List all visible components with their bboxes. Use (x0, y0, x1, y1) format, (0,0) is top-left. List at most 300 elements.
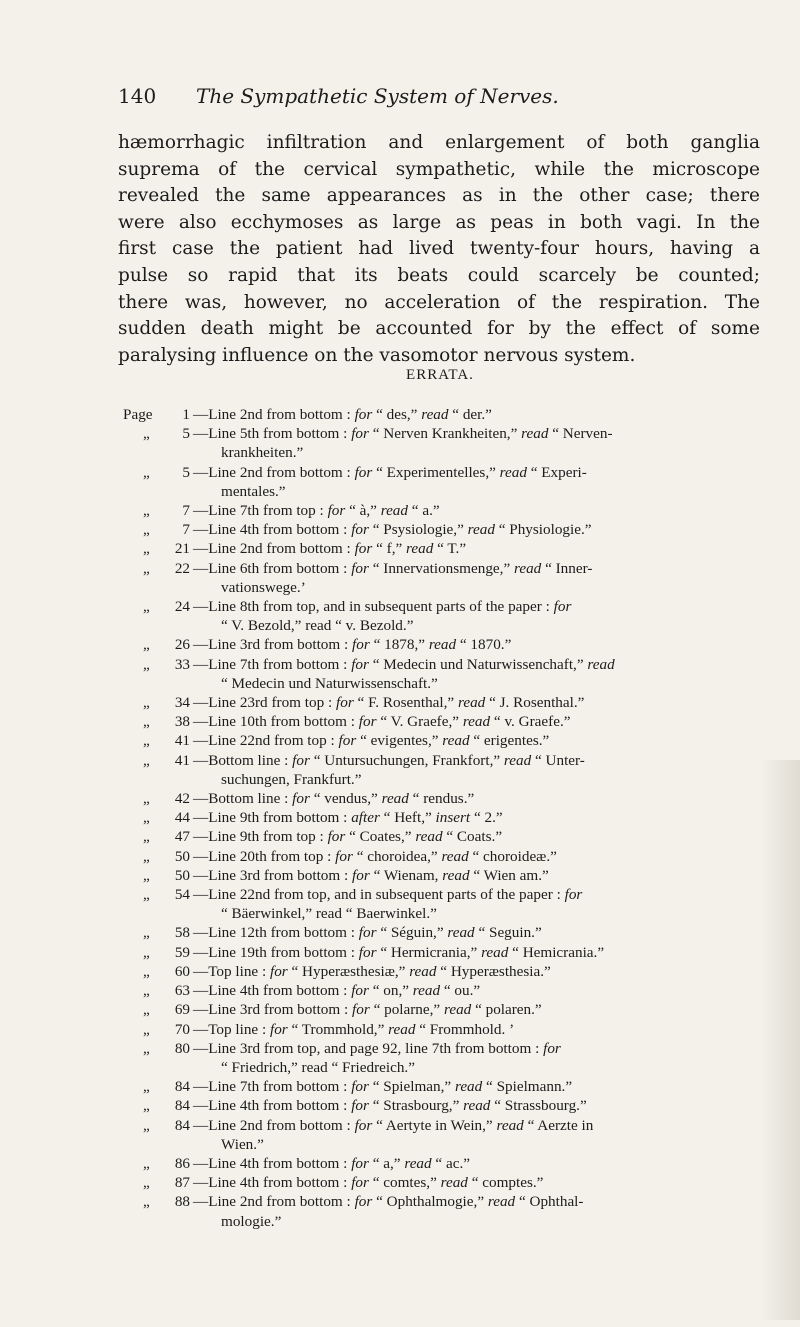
errata-wrong: “ Wienam, (369, 866, 443, 884)
errata-page-number: 88 (174, 1193, 190, 1211)
errata-keyword: read (388, 1020, 416, 1038)
errata-continuation: “ Medecin und Naturwissenschaft.” (221, 674, 438, 692)
page-edge-shadow (760, 760, 800, 1320)
errata-entry (123, 981, 763, 1000)
errata-text (193, 559, 763, 597)
errata-wrong: “ Hermicrania,” (376, 943, 482, 961)
errata-correct: “ Nerven- (548, 425, 613, 443)
ditto-mark: „ (143, 1001, 150, 1019)
errata-page-number: 87 (174, 1174, 190, 1192)
errata-page-number: 47 (174, 828, 190, 846)
errata-entry (123, 808, 763, 827)
errata-continuation: krankheiten.” (221, 444, 304, 462)
errata-correct: “ Hemicrania.” (508, 943, 605, 961)
errata-text (193, 635, 763, 654)
errata-keyword: read (440, 1174, 468, 1192)
errata-text (193, 847, 763, 866)
errata-entry (123, 751, 763, 789)
errata-text (193, 827, 763, 846)
errata-entry (123, 693, 763, 712)
errata-text (193, 655, 763, 693)
errata-location: —Line 8th from top, and in subsequent parts of the paper : (193, 598, 554, 616)
errata-location: —Line 7th from bottom : (193, 655, 352, 673)
errata-keyword: for (351, 521, 369, 539)
errata-correct: “ Experi- (526, 463, 587, 481)
ditto-mark: „ (143, 521, 150, 539)
errata-entry (123, 539, 763, 558)
ditto-mark: „ (143, 694, 150, 712)
body-line: revealed the same appearances as in the other case; there (118, 185, 760, 207)
ditto-mark: „ (143, 1078, 150, 1096)
errata-correct: “ a.” (408, 502, 440, 520)
errata-keyword: read (442, 866, 470, 884)
errata-keyword: read (428, 636, 457, 654)
errata-keyword: read (503, 751, 532, 769)
errata-keyword: read (412, 982, 441, 1000)
errata-page-number: 1 (182, 406, 190, 423)
ditto-mark: „ (143, 751, 150, 769)
errata-correct: “ Physiologie.” (494, 521, 592, 539)
errata-page-number: 69 (174, 1001, 190, 1019)
errata-page-number: 5 (182, 463, 190, 481)
errata-wrong: “ comtes,” (368, 1174, 441, 1192)
ditto-mark: „ (143, 1097, 150, 1115)
ditto-mark: „ (143, 1154, 150, 1172)
errata-text (193, 789, 763, 808)
errata-page-number: 24 (174, 598, 190, 616)
errata-entry (123, 1020, 763, 1039)
errata-keyword: for (351, 1174, 369, 1192)
ditto-mark: „ (143, 924, 150, 942)
errata-location: —Line 7th from top : (193, 502, 328, 520)
errata-keyword: read (406, 540, 434, 558)
errata-page-number: 41 (174, 732, 190, 750)
errata-text (193, 463, 763, 501)
errata-text (193, 1000, 763, 1019)
errata-continuation: mentales.” (221, 482, 286, 500)
body-line: suprema of the cervical sympathetic, while the microscope (118, 158, 760, 180)
errata-keyword: read (457, 694, 486, 712)
errata-keyword: for (292, 790, 310, 808)
errata-correct: “ Seguin.” (474, 924, 542, 942)
errata-keyword: for (354, 1193, 373, 1211)
errata-correct: “ Inner- (541, 559, 593, 577)
errata-location: —Line 2nd from bottom : (193, 1193, 355, 1211)
errata-keyword: read (481, 943, 509, 961)
errata-keyword: read (487, 1193, 516, 1211)
errata-location: —Line 23rd from top : (193, 694, 336, 712)
ditto-mark: „ (143, 943, 150, 961)
ditto-mark: „ (143, 1020, 150, 1038)
errata-wrong: “ Aertyte in Wein,” (372, 1116, 497, 1134)
errata-wrong: “ V. Graefe,” (376, 713, 463, 731)
errata-location: —Bottom line : (193, 751, 293, 769)
errata-text (193, 1077, 763, 1096)
ditto-mark: „ (143, 636, 150, 654)
ditto-mark: „ (143, 1174, 150, 1192)
errata-heading: ERRATA. (406, 367, 474, 383)
body-line: pulse so rapid that its beats could scarcely be counted; (118, 264, 760, 286)
errata-location: —Line 3rd from bottom : (193, 1001, 353, 1019)
errata-text (193, 1020, 763, 1039)
errata-wrong: “ vendus,” (309, 790, 382, 808)
errata-wrong: “ Spielman,” (368, 1078, 455, 1096)
body-line: were also ecchymoses as large as peas in both vagi. In the (118, 211, 760, 233)
errata-page-number: 80 (174, 1039, 190, 1057)
errata-entry (123, 635, 763, 654)
errata-text (193, 885, 763, 923)
ditto-mark: „ (143, 655, 150, 673)
ditto-mark: „ (143, 982, 150, 1000)
errata-page-number: 7 (182, 502, 190, 520)
ditto-mark: „ (143, 866, 150, 884)
errata-continuation: “ V. Bezold,” read “ v. Bezold.” (221, 617, 414, 635)
errata-keyword: for (352, 1001, 370, 1019)
errata-text (193, 1154, 763, 1173)
errata-keyword: for (351, 425, 369, 443)
errata-wrong: “ des,” (372, 406, 422, 423)
errata-page-number: 63 (174, 982, 190, 1000)
errata-keyword: for (354, 463, 373, 481)
errata-page-number: 58 (174, 924, 190, 942)
errata-page-number: 41 (174, 751, 190, 769)
errata-correct: “ v. Graefe.” (490, 713, 571, 731)
errata-entry (123, 1154, 763, 1173)
errata-entry (123, 943, 763, 962)
errata-entry (123, 1173, 763, 1192)
errata-wrong: “ Strasbourg,” (368, 1097, 464, 1115)
errata-location: —Line 7th from bottom : (193, 1078, 352, 1096)
ditto-mark: „ (143, 713, 150, 731)
errata-entry (123, 559, 763, 597)
errata-location: —Line 9th from bottom : (193, 809, 352, 827)
errata-wrong: “ a,” (368, 1154, 405, 1172)
errata-keyword: for (354, 406, 373, 423)
errata-text (193, 751, 763, 789)
errata-location: —Line 19th from bottom : (193, 943, 359, 961)
ditto-mark: „ (143, 847, 150, 865)
errata-keyword: for (269, 962, 288, 980)
ditto-mark: „ (143, 540, 150, 558)
errata-keyword: for (351, 982, 369, 1000)
errata-entry (123, 885, 763, 923)
errata-keyword: for (354, 540, 373, 558)
errata-correct: “ polaren.” (471, 1001, 542, 1019)
errata-text (193, 866, 763, 885)
errata-entry (123, 501, 763, 520)
errata-page-number: 84 (174, 1078, 190, 1096)
errata-keyword: for (336, 694, 354, 712)
errata-entry (123, 962, 763, 981)
errata-keyword: for (292, 751, 310, 769)
errata-list (123, 405, 763, 1231)
errata-text (193, 1173, 763, 1192)
ditto-mark: „ (143, 790, 150, 808)
errata-keyword: read (467, 521, 495, 539)
errata-location: —Line 10th from bottom : (193, 713, 359, 731)
errata-wrong: “ Trommhold,” (287, 1020, 389, 1038)
errata-entry (123, 866, 763, 885)
errata-correct: “ ac.” (431, 1154, 470, 1172)
errata-wrong: “ f,” (372, 540, 407, 558)
errata-keyword: for (351, 559, 369, 577)
errata-continuation: suchungen, Frankfurt.” (221, 770, 362, 788)
errata-text (193, 731, 763, 750)
errata-continuation: “ Bäerwinkel,” read “ Baerwinkel.” (221, 905, 437, 923)
errata-keyword: read (443, 1001, 472, 1019)
errata-text (193, 808, 763, 827)
errata-keyword: read (587, 655, 615, 673)
errata-keyword: read (441, 847, 469, 865)
page-number: 140 (118, 84, 157, 108)
errata-page-number: 50 (174, 847, 190, 865)
errata-text (193, 943, 763, 962)
errata-entry (123, 1000, 763, 1019)
errata-text (193, 405, 763, 424)
errata-wrong: “ F. Rosenthal,” (353, 694, 458, 712)
errata-text (193, 923, 763, 942)
errata-location: —Line 4th from bottom : (193, 982, 352, 1000)
errata-entry (123, 731, 763, 750)
errata-page-number: 54 (174, 886, 190, 904)
errata-keyword: for (564, 886, 583, 904)
errata-page-number: 38 (174, 713, 190, 731)
ditto-mark: „ (143, 962, 150, 980)
body-line: first case the patient had lived twenty-four hours, having a (118, 238, 760, 260)
errata-entry (123, 655, 763, 693)
ditto-mark: „ (143, 1193, 150, 1211)
ditto-mark: „ (143, 732, 150, 750)
errata-keyword: for (269, 1020, 288, 1038)
errata-location: —Bottom line : (193, 790, 293, 808)
errata-wrong: “ Hyperæsthesiæ,” (287, 962, 410, 980)
errata-keyword: insert (435, 809, 471, 827)
errata-correct: “ Ophthal- (515, 1193, 584, 1211)
errata-wrong: “ Nerven Krankheiten,” (368, 425, 522, 443)
errata-keyword: read (462, 713, 491, 731)
errata-text (193, 1116, 763, 1154)
errata-keyword: for (553, 598, 572, 616)
errata-correct: “ T.” (433, 540, 467, 558)
page-label: Page (123, 406, 153, 423)
errata-location: —Line 6th from bottom : (193, 559, 352, 577)
errata-wrong: “ Innervationsmenge,” (368, 559, 514, 577)
errata-text (193, 1039, 763, 1077)
errata-page-number: 42 (174, 790, 190, 808)
errata-entry (123, 405, 763, 424)
errata-page-number: 22 (174, 559, 190, 577)
errata-keyword: for (327, 828, 346, 846)
errata-keyword: for (351, 655, 369, 673)
ditto-mark: „ (143, 809, 150, 827)
errata-keyword: for (358, 924, 377, 942)
ditto-mark: „ (143, 828, 150, 846)
errata-location: —Line 9th from top : (193, 828, 328, 846)
body-line: hæmorrhagic infiltration and enlargement of both ganglia (118, 132, 760, 153)
errata-text (193, 981, 763, 1000)
errata-entry (123, 1192, 763, 1230)
errata-page-number: 50 (174, 866, 190, 884)
ditto-mark: „ (143, 502, 150, 520)
errata-correct: “ erigentes.” (469, 732, 550, 750)
errata-keyword: read (496, 1116, 524, 1134)
errata-text (193, 520, 763, 539)
errata-text (193, 712, 763, 731)
errata-wrong: “ on,” (368, 982, 413, 1000)
ditto-mark: „ (143, 425, 150, 443)
errata-page-number: 70 (174, 1020, 190, 1038)
errata-wrong: “ Experimentelles,” (372, 463, 500, 481)
ditto-mark: „ (143, 559, 150, 577)
errata-page-number: 5 (182, 425, 190, 443)
errata-location: —Top line : (193, 962, 270, 980)
errata-correct: “ 1870.” (456, 636, 512, 654)
errata-page-number: 44 (174, 809, 190, 827)
errata-correct: “ ou.” (440, 982, 481, 1000)
errata-text (193, 539, 763, 558)
errata-location: —Line 2nd from bottom : (193, 540, 355, 558)
errata-correct: “ Wien am.” (469, 866, 549, 884)
errata-keyword: read (404, 1154, 432, 1172)
errata-correct: “ Frommhold. ’ (415, 1020, 515, 1038)
errata-continuation: Wien.” (221, 1135, 264, 1153)
errata-wrong: “ Medecin und Naturwissenchaft,” (368, 655, 588, 673)
errata-page-number: 33 (174, 655, 190, 673)
errata-entry (123, 520, 763, 539)
ditto-mark: „ (143, 1116, 150, 1134)
errata-keyword: for (352, 636, 370, 654)
errata-keyword: for (327, 502, 346, 520)
errata-keyword: read (380, 502, 408, 520)
errata-keyword: for (351, 1078, 369, 1096)
errata-page-number: 7 (182, 521, 190, 539)
errata-entry (123, 1039, 763, 1077)
errata-correct: “ Hyperæsthesia.” (436, 962, 551, 980)
errata-location: —Line 20th from top : (193, 847, 336, 865)
errata-continuation: “ Friedrich,” read “ Friedreich.” (221, 1058, 415, 1076)
errata-location: —Line 2nd from bottom : (193, 406, 355, 423)
errata-keyword: for (354, 1116, 373, 1134)
errata-location: —Top line : (193, 1020, 270, 1038)
errata-wrong: “ Ophthalmogie,” (372, 1193, 488, 1211)
errata-keyword: for (338, 732, 357, 750)
errata-page-number: 84 (174, 1097, 190, 1115)
errata-text (193, 501, 763, 520)
errata-location: —Line 2nd from bottom : (193, 1116, 355, 1134)
errata-entry (123, 424, 763, 462)
errata-keyword: read (514, 559, 542, 577)
body-line: sudden death might be accounted for by the effect of some (118, 318, 760, 340)
errata-entry (123, 712, 763, 731)
errata-keyword: read (381, 790, 409, 808)
errata-page-number: 84 (174, 1116, 190, 1134)
body-line: paralysing influence on the vasomotor nervous system. (118, 344, 636, 366)
errata-keyword: for (335, 847, 353, 865)
errata-correct: “ choroideæ.” (468, 847, 557, 865)
errata-page-number: 26 (174, 636, 190, 654)
errata-continuation: mologie.” (221, 1212, 282, 1230)
errata-correct: “ Coats.” (442, 828, 503, 846)
errata-keyword: for (351, 1097, 369, 1115)
errata-keyword: read (521, 425, 549, 443)
errata-keyword: read (421, 406, 449, 423)
errata-wrong: “ Psysiologie,” (368, 521, 468, 539)
errata-location: —Line 2nd from bottom : (193, 463, 355, 481)
errata-text (193, 1192, 763, 1230)
errata-location: —Line 4th from bottom : (193, 1097, 352, 1115)
errata-location: —Line 4th from bottom : (193, 1154, 352, 1172)
errata-text (193, 597, 763, 635)
errata-page-number: 34 (174, 694, 190, 712)
errata-keyword: read (463, 1097, 491, 1115)
running-title: The Sympathetic System of Nerves. (196, 84, 559, 108)
body-paragraph (118, 130, 760, 369)
errata-page-number: 21 (174, 540, 190, 558)
errata-correct: “ J. Rosenthal.” (485, 694, 585, 712)
errata-correct: “ 2.” (470, 809, 503, 827)
errata-entry (123, 827, 763, 846)
errata-keyword: read (415, 828, 443, 846)
errata-entry (123, 597, 763, 635)
errata-correct: “ comptes.” (467, 1174, 544, 1192)
errata-entry (123, 923, 763, 942)
errata-wrong: “ à,” (345, 502, 381, 520)
errata-wrong: “ evigentes,” (356, 732, 443, 750)
errata-location: —Line 3rd from bottom : (193, 636, 353, 654)
errata-location: —Line 22nd from top, and in subsequent parts of the paper : (193, 886, 565, 904)
errata-correct: “ Spielmann.” (482, 1078, 573, 1096)
errata-correct: “ rendus.” (408, 790, 475, 808)
errata-keyword: for (351, 1154, 369, 1172)
errata-text (193, 962, 763, 981)
errata-location: —Line 22nd from top : (193, 732, 339, 750)
errata-text (193, 424, 763, 462)
errata-location: —Line 3rd from top, and page 92, line 7th from bottom : (193, 1039, 544, 1057)
errata-entry (123, 1096, 763, 1115)
errata-page-number: 60 (174, 962, 190, 980)
errata-wrong: “ Coates,” (345, 828, 416, 846)
errata-page-number: 86 (174, 1154, 190, 1172)
errata-location: —Line 4th from bottom : (193, 1174, 352, 1192)
errata-correct: “ Unter- (531, 751, 585, 769)
errata-wrong: “ choroidea,” (352, 847, 442, 865)
errata-location: —Line 3rd from bottom : (193, 866, 353, 884)
errata-page-number: 59 (174, 943, 190, 961)
errata-keyword: for (352, 866, 370, 884)
errata-keyword: for (358, 713, 377, 731)
errata-keyword: read (454, 1078, 483, 1096)
errata-correct: “ der.” (448, 406, 492, 423)
errata-wrong: “ polarne,” (369, 1001, 444, 1019)
errata-text (193, 693, 763, 712)
errata-entry (123, 847, 763, 866)
errata-wrong: “ Heft,” (379, 809, 436, 827)
errata-keyword: read (409, 962, 437, 980)
errata-correct: “ Strassbourg.” (490, 1097, 587, 1115)
ditto-mark: „ (143, 1039, 150, 1057)
errata-entry (123, 1077, 763, 1096)
ditto-mark: „ (143, 598, 150, 616)
errata-keyword: read (499, 463, 527, 481)
errata-wrong: “ Séguin,” (376, 924, 448, 942)
errata-keyword: for (358, 943, 377, 961)
errata-keyword: read (447, 924, 475, 942)
errata-location: —Line 5th from bottom : (193, 425, 352, 443)
errata-text (193, 1096, 763, 1115)
errata-correct: “ Aerzte in (523, 1116, 594, 1134)
ditto-mark: „ (143, 886, 150, 904)
errata-entry (123, 1116, 763, 1154)
